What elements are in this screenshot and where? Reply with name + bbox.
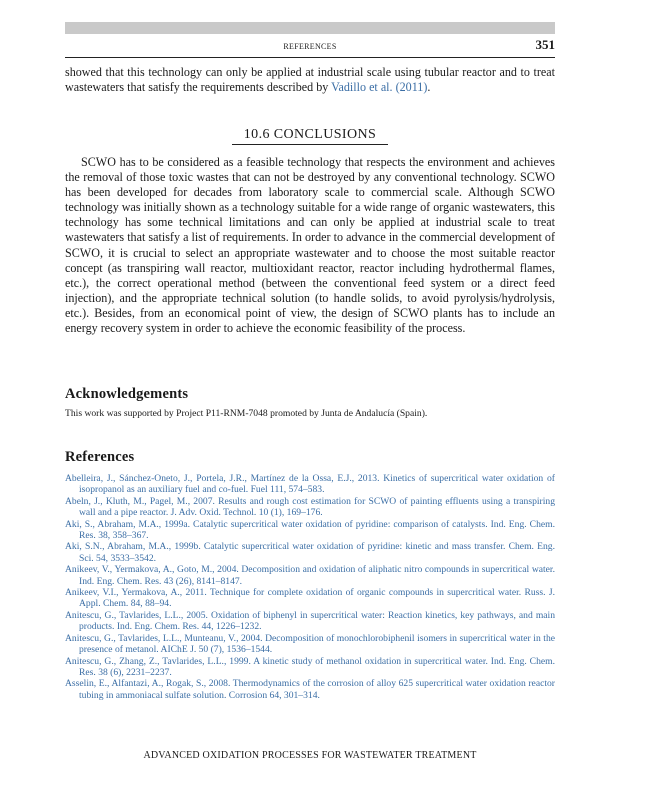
reference-item[interactable]: Abeln, J., Kluth, M., Pagel, M., 2007. Results and rough cost estimation for SCWO of painting effluents using a transpiring wall and a pipe reactor. J. Adv. Oxid. Technol. 10 (1), 169–176. (65, 495, 555, 519)
intro-end: . (427, 80, 431, 95)
running-header (65, 36, 555, 56)
page-number: 351 (535, 37, 555, 52)
section-heading: 10.6 CONCLUSIONS (243, 127, 377, 142)
reference-item[interactable]: Anitescu, G., Tavlarides, L.L., 2005. Oxidation of biphenyl in supercritical water: Reaction kinetics, key pathways, and main products. Ind. Eng. Chem. Res. 44, 1226–1232. (65, 609, 555, 633)
references-heading: References (65, 449, 135, 465)
acknowledgements-text: This work was supported by Project P11-RNM-7048 promoted by Junta de Andalucía (Spain). (65, 408, 428, 419)
intro-paragraph (65, 65, 555, 95)
acknowledgements-heading: Acknowledgements (65, 386, 189, 402)
page-footer: ADVANCED OXIDATION PROCESSES FOR WASTEWATER TREATMENT (143, 750, 477, 761)
reference-item[interactable]: Aki, S., Abraham, M.A., 1999a. Catalytic supercritical water oxidation of pyridine: comparison of catalysts. Ind. Eng. Chem. Res. 38, 358–367. (65, 518, 555, 542)
intro-text: showed that this technology can only be applied at industrial scale using tubular reactor and to treat wastewaters that satisfy the requirements described by (65, 65, 555, 95)
reference-item[interactable]: Anikeev, V.I., Yermakova, A., 2011. Technique for complete oxidation of organic compounds in supercritical water. Russ. J. Appl. Chem. 84, 88–94. (65, 587, 555, 610)
reference-list (65, 473, 555, 701)
reference-item[interactable]: Anikeev, V., Yermakova, A., Goto, M., 2004. Decomposition and oxidation of aliphatic nitro compounds in supercritical water. Ind. Eng. Chem. Res. 43 (26), 8141–8147. (65, 564, 555, 587)
section-heading-rule (232, 144, 388, 145)
conclusions-paragraph: SCWO has to be considered as a feasible technology that respects the environment and achieves the removal of those toxic wastes that can not be destroyed by any conventional technology. SCWO has been developed for decades from laboratory scale to commercial scale. Although SCWO technology was initially shown as a technology suitable for a wide range of organic wastewaters, this technology has some technical limitations and can only be applied at industrial scale to treat wastewaters that satisfy a list of requirements. In order to advance in the commercial development of SCWO, it is crucial to select an appropriate wastewater and to choose the most suitable reactor concept (as transpiring wall reactor, multioxidant reactor, reactor including hydrothermal flames, etc.), the correct operational method (between the conventional feed system or a direct feed injection), and the appropriate technical solution (to handle solids, to avoid pyrolysis/hydrolysis, etc.). Besides, from an economical point of view, the design of SCWO plants has to include an energy recovery system in order to achieve the economic feasibility of the process. (65, 155, 555, 336)
reference-item[interactable]: Anitescu, G., Tavlarides, L.L., Munteanu, V., 2004. Decomposition of monochlorobiphenil isomers in supercritical water in the presence of metanol. AIChE J. 50 (7), 1536–1544. (65, 632, 555, 656)
header-band (65, 22, 555, 34)
reference-item[interactable]: Abelleira, J., Sánchez-Oneto, J., Portela, J.R., Martínez de la Ossa, E.J., 2013. Kinetics of supercritical water oxidation of isopropanol as an auxiliary fuel and co-fuel. Fuel 111, 574–583. (65, 473, 555, 496)
citation-link[interactable]: Vadillo et al. (2011) (331, 80, 428, 95)
reference-item[interactable]: Anitescu, G., Zhang, Z., Tavlarides, L.L., 1999. A kinetic study of methanol oxidation in supercritical water. Ind. Eng. Chem. Res. 38 (6), 2231–2237. (65, 655, 555, 678)
reference-item[interactable]: Aki, S.N., Abraham, M.A., 1999b. Catalytic supercritical water oxidation of pyridine: kinetic and mass transfer. Chem. Eng. Sci. 54, 3533–3542. (65, 541, 555, 564)
running-title: REFERENCES (283, 42, 337, 51)
header-rule (65, 57, 555, 58)
reference-item[interactable]: Asselin, E., Alfantazi, A., Rogak, S., 2008. Thermodynamics of the corrosion of alloy 625 supercritical water oxidation reactor tubing in ammoniacal sulfate solution. Corrosion 64, 301–314. (65, 678, 555, 701)
